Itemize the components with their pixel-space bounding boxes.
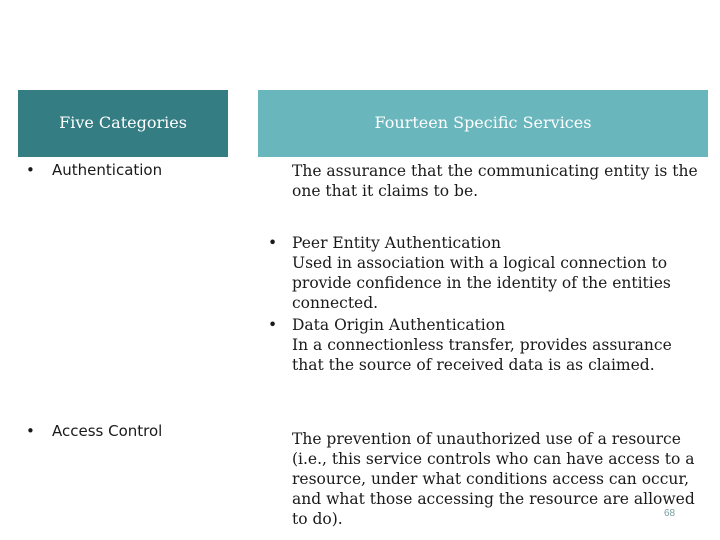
access-control-description: The prevention of unauthorized use of a resource (i.e., this service controls who can have access to a resource, under what conditions access can occur, and what those accessing the resource are allowed to do). (292, 430, 695, 528)
header-five-categories (18, 90, 228, 157)
page-number: 68 (664, 508, 676, 519)
service-bullet: • (268, 234, 278, 252)
service-detail: Used in association with a logical connection to provide confidence in the identity of the entities connected. (292, 254, 671, 312)
category-authentication (26, 161, 162, 179)
authentication-services-list (268, 233, 698, 377)
header-right-title: Fourteen Specific Services (374, 113, 592, 132)
category-bullet: • (26, 161, 35, 179)
authentication-description: The assurance that the communicating entity is the one that it claims to be. (292, 162, 698, 200)
service-name: Data Origin Authentication (292, 316, 506, 334)
category-bullet: • (26, 422, 35, 440)
service-bullet: • (268, 316, 278, 334)
service-item (268, 315, 698, 375)
category-label: Access Control (52, 422, 163, 440)
category-access-control (26, 422, 162, 440)
service-name: Peer Entity Authentication (292, 234, 501, 252)
header-fourteen-services (258, 90, 708, 157)
service-detail: In a connectionless transfer, provides assurance that the source of received data is as claimed. (292, 336, 672, 374)
service-item (268, 233, 698, 313)
category-label: Authentication (52, 161, 163, 179)
header-left-title: Five Categories (59, 113, 187, 132)
